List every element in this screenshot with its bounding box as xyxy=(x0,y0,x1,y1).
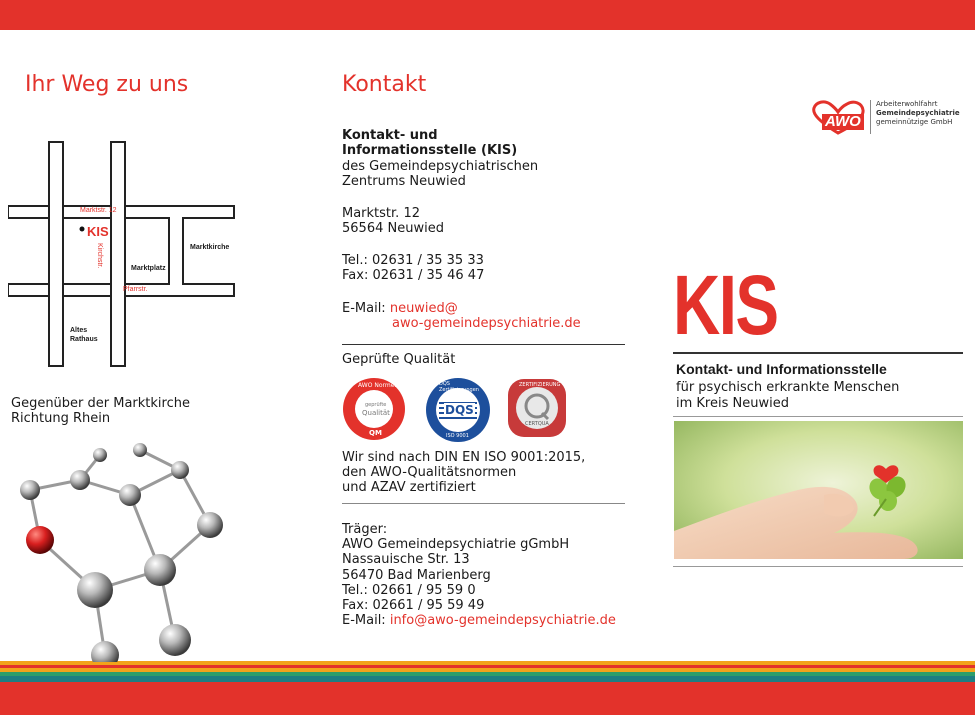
awo-logo-text: AWO xyxy=(822,114,864,130)
awo-logo: AWO Arbeiterwohlfahrt Gemeindepsychiatrie gemeinnützige GmbH xyxy=(810,100,960,136)
carrier-email-label: E-Mail: xyxy=(342,613,390,628)
quality-heading: Geprüfte Qualität xyxy=(342,352,456,367)
org-name-line-4: Zentrums Neuwied xyxy=(342,174,466,189)
street-map xyxy=(8,140,240,372)
address-city: 56564 Neuwied xyxy=(342,221,444,236)
big-title: KIS xyxy=(673,258,778,352)
photo-rule xyxy=(673,566,963,567)
cert-line-2: den AWO-Qualitätsnormen xyxy=(342,465,517,480)
subtitle-line-2: für psychisch erkrankte Menschen xyxy=(676,380,900,395)
email-link-part-2[interactable]: awo-gemeindepsychiatrie.de xyxy=(392,316,581,331)
map-label-marktplatz: Marktplatz xyxy=(131,265,166,272)
org-name-line-2: Informationsstelle (KIS) xyxy=(342,143,518,158)
awo-quality-seal: AWO Normen geprüfte Qualität QM xyxy=(342,377,406,441)
carrier-label: Träger: xyxy=(342,522,388,537)
email-label: E-Mail: xyxy=(342,301,390,316)
kis-location-dot xyxy=(80,227,85,232)
subtitle-bold: Kontakt- und Informationsstelle xyxy=(676,361,887,377)
divider xyxy=(342,344,625,345)
map-label-kis: KIS xyxy=(87,224,109,239)
map-label-pfarrstr: Pfarrstr. xyxy=(123,286,148,293)
subtitle-line-3: im Kreis Neuwied xyxy=(676,396,789,411)
org-name-line-1: Kontakt- und xyxy=(342,128,438,143)
dqs-iso-seal: DQS Zertifizierungen DQS ISO 9001 xyxy=(425,377,491,443)
top-color-bar xyxy=(0,0,975,30)
carrier-email-link[interactable]: info@awo-gemeindepsychiatrie.de xyxy=(389,613,616,628)
left-heading: Ihr Weg zu uns xyxy=(25,72,189,97)
cert-line-3: und AZAV zertifiziert xyxy=(342,480,476,495)
map-label-marktstr: Marktstr. 12 xyxy=(80,207,117,214)
email-link-part-1[interactable]: neuwied@ xyxy=(389,301,458,316)
middle-heading: Kontakt xyxy=(342,72,427,97)
directions-line-1: Gegenüber der Marktkirche xyxy=(11,396,190,411)
clover-photo xyxy=(674,421,963,559)
divider-2 xyxy=(342,503,625,504)
map-label-rathaus-2: Rathaus xyxy=(70,336,98,343)
bottom-color-bar xyxy=(0,682,975,715)
map-label-rathaus-1: Altes xyxy=(70,327,88,334)
map-label-kirchstr: Kirchstr. xyxy=(96,243,103,269)
cert-line-1: Wir sind nach DIN EN ISO 9001:2015, xyxy=(342,450,586,465)
directions-line-2: Richtung Rhein xyxy=(11,411,111,426)
map-label-marktkirche: Marktkirche xyxy=(190,244,230,251)
network-image xyxy=(10,440,242,662)
carrier-fax: Fax: 02661 / 95 59 49 xyxy=(342,598,485,613)
subtitle-rule xyxy=(673,416,963,417)
title-rule xyxy=(673,352,963,354)
carrier-name: AWO Gemeindepsychiatrie gGmbH xyxy=(342,537,570,552)
carrier-street: Nassauische Str. 13 xyxy=(342,552,470,567)
contact-tel: Tel.: 02631 / 35 35 33 xyxy=(342,253,484,268)
address-street: Marktstr. 12 xyxy=(342,206,420,221)
carrier-tel: Tel.: 02661 / 95 59 0 xyxy=(342,583,476,598)
org-name-line-3: des Gemeindepsychiatrischen xyxy=(342,159,539,174)
carrier-city: 56470 Bad Marienberg xyxy=(342,568,491,583)
certqua-seal: ZERTIFIZIERUNG CERTQUA xyxy=(506,377,568,439)
contact-fax: Fax: 02631 / 35 46 47 xyxy=(342,268,485,283)
